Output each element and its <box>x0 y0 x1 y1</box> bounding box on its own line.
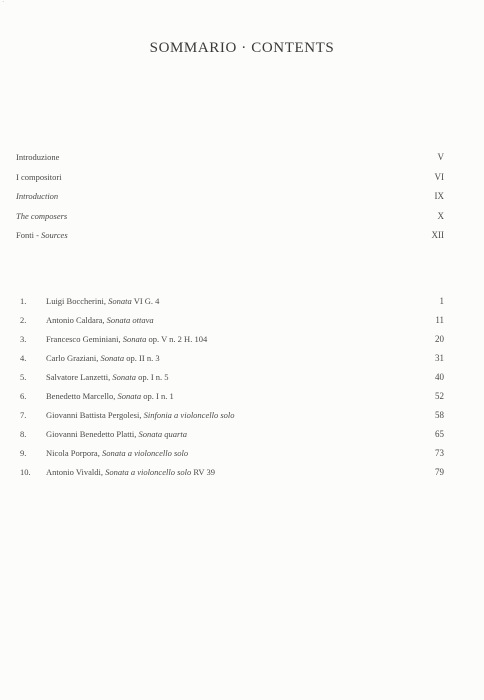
entry-work: Sonata quarta <box>138 429 187 439</box>
entry-number: 6. <box>20 391 27 401</box>
front-matter-item[interactable] <box>16 168 444 188</box>
entry-title <box>46 311 154 330</box>
entry-title <box>46 349 160 368</box>
entry-work: Sonata <box>122 334 147 344</box>
entry-page: 58 <box>435 410 444 420</box>
entry-page: 11 <box>435 315 444 325</box>
entry-page: 65 <box>435 429 444 439</box>
entry-work: Sinfonia a violoncello solo <box>143 410 235 420</box>
corner-mark: ˙ <box>2 0 5 8</box>
entry-number: 4. <box>20 353 27 363</box>
entry-composer: Antonio Caldara, <box>46 315 105 325</box>
entry-page: 31 <box>435 353 444 363</box>
entry-number: 1. <box>20 296 27 306</box>
toc-entry[interactable] <box>20 425 444 444</box>
entry-title <box>46 387 174 406</box>
entry-title <box>46 444 188 463</box>
front-matter-item[interactable] <box>16 226 444 246</box>
front-matter-page: XII <box>431 230 444 240</box>
front-matter-label: Introduzione <box>16 152 60 162</box>
contents-list <box>20 292 444 482</box>
front-matter-label: The composers <box>16 210 68 221</box>
entry-composer: Luigi Boccherini, <box>46 296 106 306</box>
entry-page: 20 <box>435 334 444 344</box>
entry-composer: Giovanni Battista Pergolesi, <box>46 410 142 420</box>
page-title: SOMMARIO · CONTENTS <box>149 40 335 56</box>
entry-work: Sonata a violoncello solo <box>101 448 189 458</box>
toc-entry[interactable] <box>20 463 444 482</box>
toc-entry[interactable] <box>20 368 444 387</box>
entry-page: 52 <box>435 391 444 401</box>
entry-number: 9. <box>20 448 27 458</box>
entry-title <box>46 330 207 349</box>
entry-title <box>46 406 235 425</box>
entry-number: 5. <box>20 372 27 382</box>
front-matter-item[interactable] <box>16 207 444 227</box>
entry-page: 1 <box>439 296 444 306</box>
entry-work: Sonata <box>117 391 142 401</box>
front-matter-page: V <box>437 152 444 162</box>
front-matter-page: X <box>437 210 444 221</box>
front-matter-list <box>16 148 444 246</box>
entry-detail: op. I n. 5 <box>135 372 169 382</box>
entry-title <box>46 368 169 387</box>
front-matter-label-italic: Sources <box>41 230 68 240</box>
toc-entry[interactable] <box>20 444 444 463</box>
entry-detail: op. I n. 1 <box>141 391 174 401</box>
toc-entry[interactable] <box>20 292 444 311</box>
entry-title <box>46 463 215 482</box>
toc-entry[interactable] <box>20 349 444 368</box>
front-matter-label: I compositori <box>16 171 62 182</box>
entry-composer: Carlo Graziani, <box>46 353 99 363</box>
entry-work: Sonata ottava <box>106 315 154 325</box>
entry-composer: Francesco Geminiani, <box>46 334 121 344</box>
entry-composer: Benedetto Marcello, <box>46 391 116 401</box>
entry-work: Sonata a violoncello solo <box>105 467 192 477</box>
entry-number: 10. <box>20 467 31 477</box>
entry-number: 8. <box>20 429 27 439</box>
entry-number: 3. <box>20 334 27 344</box>
entry-detail: VI G. 4 <box>131 296 160 306</box>
front-matter-label: Introduction <box>16 191 59 201</box>
entry-page: 79 <box>435 467 444 477</box>
entry-composer: Salvatore Lanzetti, <box>46 372 111 382</box>
front-matter-label <box>16 226 68 246</box>
entry-work: Sonata <box>108 296 132 306</box>
toc-entry[interactable] <box>20 387 444 406</box>
entry-number: 7. <box>20 410 27 420</box>
entry-detail: op. V n. 2 H. 104 <box>146 334 208 344</box>
entry-number: 2. <box>20 315 27 325</box>
entry-work: Sonata <box>112 372 136 382</box>
front-matter-label-plain: Fonti - <box>16 230 42 240</box>
entry-composer: Giovanni Benedetto Platti, <box>46 429 137 439</box>
entry-page: 40 <box>435 372 444 382</box>
front-matter-page: VI <box>434 171 444 182</box>
entry-title <box>46 425 187 444</box>
front-matter-page: IX <box>434 191 444 201</box>
front-matter-item[interactable] <box>16 148 444 168</box>
front-matter-item[interactable] <box>16 187 444 207</box>
entry-page: 73 <box>435 448 444 458</box>
entry-composer: Antonio Vivaldi, <box>46 467 103 477</box>
toc-entry[interactable] <box>20 330 444 349</box>
entry-detail: op. II n. 3 <box>124 353 160 363</box>
toc-entry[interactable] <box>20 406 444 425</box>
entry-composer: Nicola Porpora, <box>46 448 100 458</box>
entry-work: Sonata <box>100 353 125 363</box>
entry-detail: RV 39 <box>191 467 215 477</box>
toc-entry[interactable] <box>20 311 444 330</box>
entry-title <box>46 292 159 311</box>
